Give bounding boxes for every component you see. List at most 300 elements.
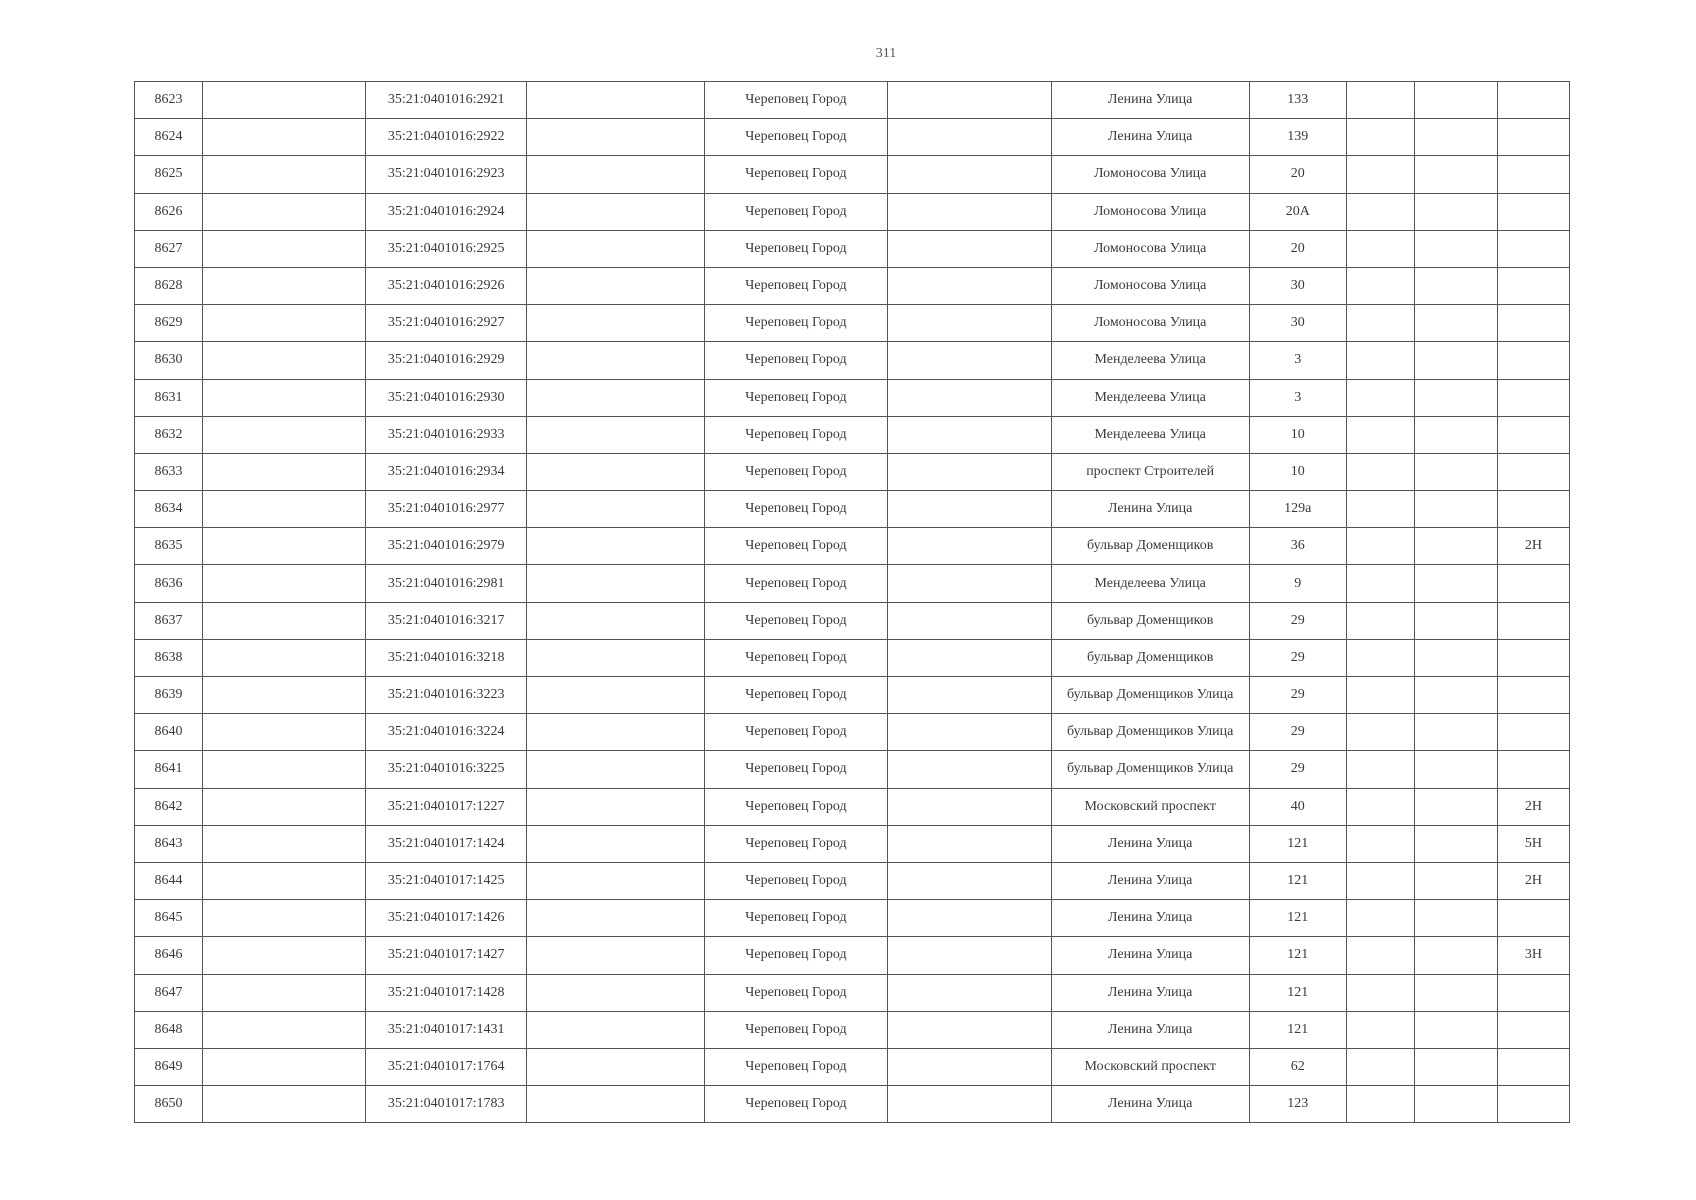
house-number-cell: 121 <box>1249 825 1346 862</box>
cadastral-number-cell: 35:21:0401017:1428 <box>366 974 527 1011</box>
empty-cell <box>1414 751 1497 788</box>
city-cell: Череповец Город <box>705 974 887 1011</box>
empty-cell <box>887 900 1051 937</box>
empty-cell <box>887 119 1051 156</box>
cadastral-number-cell: 35:21:0401017:1227 <box>366 788 527 825</box>
empty-cell <box>1346 305 1414 342</box>
empty-cell <box>1414 453 1497 490</box>
row-number-cell: 8629 <box>135 305 203 342</box>
row-number-cell: 8650 <box>135 1086 203 1123</box>
empty-cell <box>203 714 366 751</box>
cadastral-number-cell: 35:21:0401016:2929 <box>366 342 527 379</box>
street-cell: бульвар Доменщиков Улица <box>1051 677 1249 714</box>
street-cell: бульвар Доменщиков <box>1051 528 1249 565</box>
cadastral-number-cell: 35:21:0401016:2930 <box>366 379 527 416</box>
house-number-cell: 20 <box>1249 230 1346 267</box>
empty-cell <box>203 379 366 416</box>
row-number-cell: 8643 <box>135 825 203 862</box>
house-number-cell: 29 <box>1249 602 1346 639</box>
empty-cell <box>1346 230 1414 267</box>
empty-cell <box>887 267 1051 304</box>
empty-cell <box>1346 937 1414 974</box>
premise-number-cell <box>1497 230 1569 267</box>
premise-number-cell <box>1497 305 1569 342</box>
street-cell: Ломоносова Улица <box>1051 305 1249 342</box>
empty-cell <box>203 1048 366 1085</box>
empty-cell <box>1414 565 1497 602</box>
street-cell: Ломоносова Улица <box>1051 193 1249 230</box>
empty-cell <box>203 677 366 714</box>
city-cell: Череповец Город <box>705 788 887 825</box>
house-number-cell: 3 <box>1249 342 1346 379</box>
empty-cell <box>527 193 705 230</box>
cadastral-number-cell: 35:21:0401016:3225 <box>366 751 527 788</box>
cadastral-number-cell: 35:21:0401017:1427 <box>366 937 527 974</box>
city-cell: Череповец Город <box>705 1048 887 1085</box>
empty-cell <box>1346 714 1414 751</box>
premise-number-cell: 2Н <box>1497 528 1569 565</box>
empty-cell <box>887 639 1051 676</box>
empty-cell <box>1346 379 1414 416</box>
empty-cell <box>1346 788 1414 825</box>
empty-cell <box>527 1048 705 1085</box>
street-cell: Менделеева Улица <box>1051 379 1249 416</box>
house-number-cell: 3 <box>1249 379 1346 416</box>
empty-cell <box>527 305 705 342</box>
empty-cell <box>887 305 1051 342</box>
city-cell: Череповец Город <box>705 639 887 676</box>
empty-cell <box>1414 416 1497 453</box>
empty-cell <box>1414 825 1497 862</box>
premise-number-cell <box>1497 82 1569 119</box>
premise-number-cell <box>1497 156 1569 193</box>
city-cell: Череповец Город <box>705 119 887 156</box>
empty-cell <box>203 305 366 342</box>
empty-cell <box>1414 528 1497 565</box>
house-number-cell: 29 <box>1249 751 1346 788</box>
empty-cell <box>1346 565 1414 602</box>
empty-cell <box>1346 119 1414 156</box>
premise-number-cell <box>1497 751 1569 788</box>
empty-cell <box>1346 156 1414 193</box>
empty-cell <box>887 528 1051 565</box>
table-row <box>135 156 1570 193</box>
premise-number-cell <box>1497 1086 1569 1123</box>
empty-cell <box>887 825 1051 862</box>
empty-cell <box>203 565 366 602</box>
empty-cell <box>1346 900 1414 937</box>
house-number-cell: 123 <box>1249 1086 1346 1123</box>
row-number-cell: 8640 <box>135 714 203 751</box>
street-cell: Ленина Улица <box>1051 1011 1249 1048</box>
table-row <box>135 1011 1570 1048</box>
row-number-cell: 8635 <box>135 528 203 565</box>
empty-cell <box>1346 193 1414 230</box>
empty-cell <box>527 156 705 193</box>
city-cell: Череповец Город <box>705 156 887 193</box>
premise-number-cell: 5Н <box>1497 825 1569 862</box>
row-number-cell: 8625 <box>135 156 203 193</box>
register-table <box>134 81 1570 1123</box>
empty-cell <box>1414 788 1497 825</box>
premise-number-cell <box>1497 1048 1569 1085</box>
empty-cell <box>1346 751 1414 788</box>
street-cell: бульвар Доменщиков Улица <box>1051 751 1249 788</box>
empty-cell <box>527 825 705 862</box>
empty-cell <box>1346 825 1414 862</box>
row-number-cell: 8634 <box>135 491 203 528</box>
empty-cell <box>1414 82 1497 119</box>
empty-cell <box>527 565 705 602</box>
row-number-cell: 8641 <box>135 751 203 788</box>
city-cell: Череповец Город <box>705 1086 887 1123</box>
empty-cell <box>887 156 1051 193</box>
city-cell: Череповец Город <box>705 937 887 974</box>
empty-cell <box>1414 974 1497 1011</box>
cadastral-number-cell: 35:21:0401016:2927 <box>366 305 527 342</box>
table-row <box>135 788 1570 825</box>
empty-cell <box>527 751 705 788</box>
city-cell: Череповец Город <box>705 602 887 639</box>
empty-cell <box>203 900 366 937</box>
empty-cell <box>887 1011 1051 1048</box>
city-cell: Череповец Город <box>705 230 887 267</box>
city-cell: Череповец Город <box>705 528 887 565</box>
city-cell: Череповец Город <box>705 491 887 528</box>
premise-number-cell <box>1497 714 1569 751</box>
empty-cell <box>527 974 705 1011</box>
empty-cell <box>1414 1011 1497 1048</box>
premise-number-cell <box>1497 193 1569 230</box>
empty-cell <box>887 974 1051 1011</box>
empty-cell <box>1414 937 1497 974</box>
house-number-cell: 121 <box>1249 862 1346 899</box>
table-row <box>135 825 1570 862</box>
street-cell: Ленина Улица <box>1051 82 1249 119</box>
empty-cell <box>203 82 366 119</box>
city-cell: Череповец Город <box>705 82 887 119</box>
premise-number-cell <box>1497 416 1569 453</box>
empty-cell <box>203 751 366 788</box>
empty-cell <box>527 1086 705 1123</box>
cadastral-number-cell: 35:21:0401016:2923 <box>366 156 527 193</box>
table-row <box>135 1086 1570 1123</box>
row-number-cell: 8648 <box>135 1011 203 1048</box>
cadastral-number-cell: 35:21:0401016:2922 <box>366 119 527 156</box>
empty-cell <box>1414 342 1497 379</box>
cadastral-number-cell: 35:21:0401017:1783 <box>366 1086 527 1123</box>
row-number-cell: 8627 <box>135 230 203 267</box>
empty-cell <box>1346 416 1414 453</box>
empty-cell <box>887 82 1051 119</box>
city-cell: Череповец Город <box>705 453 887 490</box>
table-row <box>135 82 1570 119</box>
empty-cell <box>527 900 705 937</box>
street-cell: Московский проспект <box>1051 1048 1249 1085</box>
table-row <box>135 453 1570 490</box>
row-number-cell: 8631 <box>135 379 203 416</box>
house-number-cell: 139 <box>1249 119 1346 156</box>
empty-cell <box>1346 342 1414 379</box>
city-cell: Череповец Город <box>705 416 887 453</box>
row-number-cell: 8647 <box>135 974 203 1011</box>
street-cell: бульвар Доменщиков <box>1051 602 1249 639</box>
row-number-cell: 8633 <box>135 453 203 490</box>
cadastral-number-cell: 35:21:0401016:2979 <box>366 528 527 565</box>
street-cell: Ленина Улица <box>1051 937 1249 974</box>
empty-cell <box>1414 193 1497 230</box>
empty-cell <box>1346 974 1414 1011</box>
table-row <box>135 862 1570 899</box>
page-number: 311 <box>875 46 897 61</box>
table-row <box>135 119 1570 156</box>
empty-cell <box>1346 1086 1414 1123</box>
cadastral-number-cell: 35:21:0401016:2933 <box>366 416 527 453</box>
table-row <box>135 416 1570 453</box>
row-number-cell: 8626 <box>135 193 203 230</box>
row-number-cell: 8623 <box>135 82 203 119</box>
empty-cell <box>203 119 366 156</box>
cadastral-number-cell: 35:21:0401016:3218 <box>366 639 527 676</box>
street-cell: Московский проспект <box>1051 788 1249 825</box>
cadastral-number-cell: 35:21:0401016:3223 <box>366 677 527 714</box>
street-cell: Ленина Улица <box>1051 974 1249 1011</box>
empty-cell <box>203 639 366 676</box>
cadastral-number-cell: 35:21:0401017:1426 <box>366 900 527 937</box>
empty-cell <box>203 528 366 565</box>
row-number-cell: 8632 <box>135 416 203 453</box>
street-cell: бульвар Доменщиков Улица <box>1051 714 1249 751</box>
empty-cell <box>203 788 366 825</box>
street-cell: Ленина Улица <box>1051 825 1249 862</box>
city-cell: Череповец Город <box>705 193 887 230</box>
cadastral-number-cell: 35:21:0401016:2921 <box>366 82 527 119</box>
table-row <box>135 342 1570 379</box>
empty-cell <box>887 491 1051 528</box>
premise-number-cell <box>1497 639 1569 676</box>
empty-cell <box>887 862 1051 899</box>
city-cell: Череповец Город <box>705 714 887 751</box>
empty-cell <box>1346 677 1414 714</box>
empty-cell <box>203 1086 366 1123</box>
empty-cell <box>1346 267 1414 304</box>
house-number-cell: 121 <box>1249 1011 1346 1048</box>
empty-cell <box>527 862 705 899</box>
house-number-cell: 62 <box>1249 1048 1346 1085</box>
empty-cell <box>527 491 705 528</box>
cadastral-number-cell: 35:21:0401016:3217 <box>366 602 527 639</box>
empty-cell <box>527 119 705 156</box>
empty-cell <box>203 937 366 974</box>
empty-cell <box>203 230 366 267</box>
empty-cell <box>1414 862 1497 899</box>
empty-cell <box>1414 491 1497 528</box>
premise-number-cell <box>1497 453 1569 490</box>
table-body <box>135 82 1570 1123</box>
empty-cell <box>887 714 1051 751</box>
empty-cell <box>1346 862 1414 899</box>
cadastral-number-cell: 35:21:0401017:1424 <box>366 825 527 862</box>
row-number-cell: 8628 <box>135 267 203 304</box>
empty-cell <box>1414 230 1497 267</box>
empty-cell <box>203 193 366 230</box>
empty-cell <box>527 528 705 565</box>
street-cell: Ломоносова Улица <box>1051 267 1249 304</box>
empty-cell <box>527 416 705 453</box>
street-cell: проспект Строителей <box>1051 453 1249 490</box>
row-number-cell: 8636 <box>135 565 203 602</box>
empty-cell <box>1346 1048 1414 1085</box>
house-number-cell: 121 <box>1249 937 1346 974</box>
house-number-cell: 30 <box>1249 267 1346 304</box>
empty-cell <box>1414 1048 1497 1085</box>
house-number-cell: 36 <box>1249 528 1346 565</box>
row-number-cell: 8644 <box>135 862 203 899</box>
empty-cell <box>527 602 705 639</box>
street-cell: Менделеева Улица <box>1051 342 1249 379</box>
empty-cell <box>527 639 705 676</box>
premise-number-cell <box>1497 119 1569 156</box>
row-number-cell: 8637 <box>135 602 203 639</box>
premise-number-cell: 2Н <box>1497 788 1569 825</box>
premise-number-cell <box>1497 677 1569 714</box>
table-row <box>135 677 1570 714</box>
table-row <box>135 639 1570 676</box>
empty-cell <box>1414 602 1497 639</box>
empty-cell <box>1414 305 1497 342</box>
cadastral-number-cell: 35:21:0401016:3224 <box>366 714 527 751</box>
empty-cell <box>887 1086 1051 1123</box>
city-cell: Череповец Город <box>705 1011 887 1048</box>
empty-cell <box>887 565 1051 602</box>
house-number-cell: 30 <box>1249 305 1346 342</box>
table-row <box>135 565 1570 602</box>
city-cell: Череповец Город <box>705 342 887 379</box>
city-cell: Череповец Город <box>705 677 887 714</box>
premise-number-cell <box>1497 379 1569 416</box>
empty-cell <box>527 379 705 416</box>
table-row <box>135 1048 1570 1085</box>
empty-cell <box>527 1011 705 1048</box>
empty-cell <box>887 1048 1051 1085</box>
street-cell: Ленина Улица <box>1051 491 1249 528</box>
street-cell: Ломоносова Улица <box>1051 156 1249 193</box>
empty-cell <box>1414 900 1497 937</box>
cadastral-number-cell: 35:21:0401016:2977 <box>366 491 527 528</box>
city-cell: Череповец Город <box>705 565 887 602</box>
empty-cell <box>1414 379 1497 416</box>
premise-number-cell <box>1497 900 1569 937</box>
table-row <box>135 230 1570 267</box>
house-number-cell: 129а <box>1249 491 1346 528</box>
house-number-cell: 10 <box>1249 453 1346 490</box>
empty-cell <box>1346 491 1414 528</box>
street-cell: Ленина Улица <box>1051 119 1249 156</box>
city-cell: Череповец Город <box>705 379 887 416</box>
empty-cell <box>1414 677 1497 714</box>
empty-cell <box>203 156 366 193</box>
premise-number-cell <box>1497 565 1569 602</box>
row-number-cell: 8639 <box>135 677 203 714</box>
street-cell: Менделеева Улица <box>1051 416 1249 453</box>
table-row <box>135 491 1570 528</box>
house-number-cell: 10 <box>1249 416 1346 453</box>
empty-cell <box>203 602 366 639</box>
cadastral-number-cell: 35:21:0401016:2924 <box>366 193 527 230</box>
empty-cell <box>527 788 705 825</box>
empty-cell <box>527 82 705 119</box>
empty-cell <box>887 677 1051 714</box>
table-row <box>135 751 1570 788</box>
house-number-cell: 20 <box>1249 156 1346 193</box>
empty-cell <box>887 602 1051 639</box>
row-number-cell: 8624 <box>135 119 203 156</box>
empty-cell <box>203 416 366 453</box>
cadastral-number-cell: 35:21:0401016:2926 <box>366 267 527 304</box>
empty-cell <box>203 491 366 528</box>
row-number-cell: 8630 <box>135 342 203 379</box>
table-row <box>135 528 1570 565</box>
city-cell: Череповец Город <box>705 267 887 304</box>
city-cell: Череповец Город <box>705 305 887 342</box>
house-number-cell: 121 <box>1249 974 1346 1011</box>
city-cell: Череповец Город <box>705 751 887 788</box>
empty-cell <box>1414 156 1497 193</box>
empty-cell <box>1414 119 1497 156</box>
street-cell: Ленина Улица <box>1051 862 1249 899</box>
empty-cell <box>527 267 705 304</box>
street-cell: Ломоносова Улица <box>1051 230 1249 267</box>
house-number-cell: 40 <box>1249 788 1346 825</box>
table-row <box>135 714 1570 751</box>
street-cell: Ленина Улица <box>1051 1086 1249 1123</box>
empty-cell <box>1346 453 1414 490</box>
empty-cell <box>203 862 366 899</box>
premise-number-cell <box>1497 491 1569 528</box>
table-row <box>135 193 1570 230</box>
premise-number-cell <box>1497 974 1569 1011</box>
empty-cell <box>1414 267 1497 304</box>
empty-cell <box>527 453 705 490</box>
house-number-cell: 121 <box>1249 900 1346 937</box>
empty-cell <box>1414 714 1497 751</box>
empty-cell <box>203 825 366 862</box>
premise-number-cell <box>1497 1011 1569 1048</box>
city-cell: Череповец Город <box>705 900 887 937</box>
empty-cell <box>1346 602 1414 639</box>
empty-cell <box>527 937 705 974</box>
table-row <box>135 974 1570 1011</box>
empty-cell <box>1346 639 1414 676</box>
table-row <box>135 267 1570 304</box>
empty-cell <box>203 453 366 490</box>
cadastral-number-cell: 35:21:0401016:2925 <box>366 230 527 267</box>
empty-cell <box>1346 82 1414 119</box>
cadastral-number-cell: 35:21:0401017:1431 <box>366 1011 527 1048</box>
city-cell: Череповец Город <box>705 825 887 862</box>
row-number-cell: 8649 <box>135 1048 203 1085</box>
table-row <box>135 937 1570 974</box>
table-row <box>135 305 1570 342</box>
row-number-cell: 8646 <box>135 937 203 974</box>
house-number-cell: 29 <box>1249 714 1346 751</box>
empty-cell <box>1414 639 1497 676</box>
premise-number-cell <box>1497 602 1569 639</box>
table-row <box>135 900 1570 937</box>
house-number-cell: 29 <box>1249 639 1346 676</box>
table-row <box>135 379 1570 416</box>
empty-cell <box>887 751 1051 788</box>
